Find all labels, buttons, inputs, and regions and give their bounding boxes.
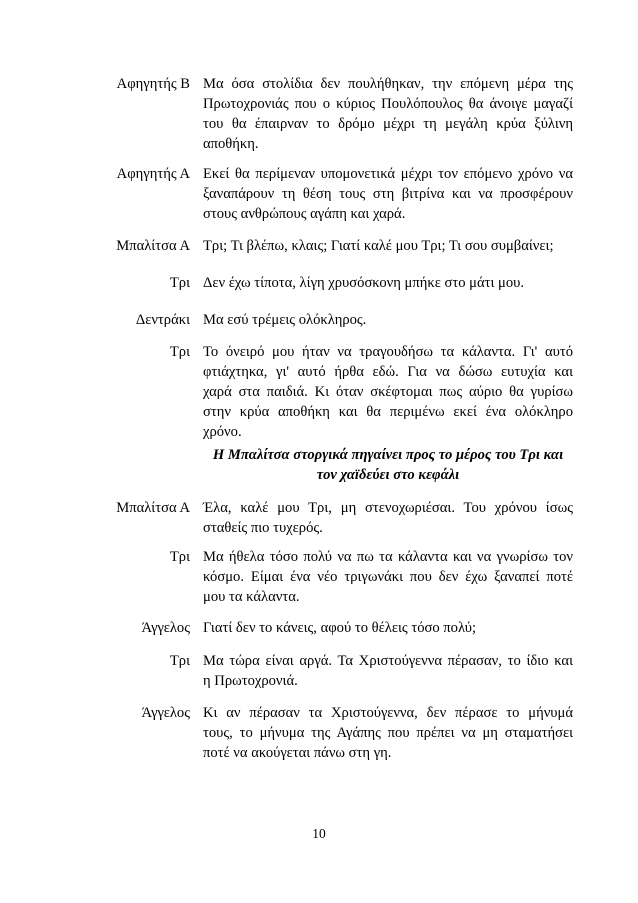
speech-text — [203, 618, 573, 638]
speaker-name: Τρι — [169, 549, 190, 565]
speech-line: Πρωτοχρονιάς που ο κύριος Πουλόπουλος θα άνοιγε μαγαζί — [203, 96, 573, 112]
speech-text — [203, 547, 573, 607]
speaker-name: Τρι — [169, 275, 190, 291]
speech-line: Μα εσύ τρέμεις ολόκληρος. — [203, 312, 367, 328]
speech-text — [203, 703, 573, 763]
speech-line: Έλα, καλέ μου Τρι, μη στενοχωριέσαι. Του χρόνου ίσως — [203, 500, 573, 516]
speaker-name: Αφηγητής Α — [116, 166, 190, 182]
speech-line: χρόνο. — [203, 424, 242, 440]
stage-direction-line: Η Μπαλίτσα στοργικά πηγαίνει προς το μέρος του Τρι και — [212, 447, 564, 463]
speech-text — [203, 651, 573, 691]
speech-line: Κι αν πέρασαν τα Χριστούγεννα, δεν πέρασε το μήνυμά — [203, 705, 573, 721]
speech-line: σταθείς πιο τυχερός. — [203, 520, 323, 536]
speech-line: Δεν έχω τίποτα, λίγη χρυσόσκονη μπήκε στο μάτι μου. — [203, 275, 525, 291]
speech-line: ποτέ να ακούγεται πάνω στη γη. — [203, 745, 392, 761]
speech-line: Εκεί θα περίμεναν υπομονετικά μέχρι τον επόμενο χρόνο να — [203, 166, 573, 182]
speech-text — [203, 74, 573, 154]
speech-line: τους, το μήνυμα της Αγάπης που πρέπει να μη σταματήσει — [203, 725, 573, 741]
speech-line: Γιατί δεν το κάνεις, αφού το θέλεις τόσο πολύ; — [203, 620, 477, 636]
speech-text — [203, 342, 573, 442]
speech-line: ξαναπάρουν τη θέση τους στη βιτρίνα και να προσφέρουν — [203, 186, 573, 202]
stage-direction-line: τον χαϊδεύει στο κεφάλι — [316, 467, 460, 483]
speaker-name: Δεντράκι — [135, 312, 190, 328]
speech-line: φτιάχτηκα, γι' αυτό ήρθα εδώ. Για να δώσω ευτυχία και — [203, 364, 573, 380]
speech-line: κόσμο. Είμαι ένα νέο τριγωνάκι που δεν έχω ξαναπεί ποτέ — [203, 569, 573, 585]
speaker-name: Τρι — [169, 653, 190, 669]
page-number: 10 — [312, 826, 326, 841]
speech-line: μου τα κάλαντα. — [203, 589, 300, 605]
speaker-name: Αφηγητής Β — [116, 76, 190, 92]
speech-line: η Πρωτοχρονιά. — [203, 673, 298, 689]
speech-text — [203, 310, 573, 330]
speech-text — [203, 164, 573, 224]
speaker-name: Τρι — [169, 344, 190, 360]
speaker-name: Μπαλίτσα Α — [116, 238, 190, 254]
speech-line: χαρά στα παιδιά. Κι όταν σκέφτομαι πως αύριο θα γυρίσω — [203, 384, 573, 400]
speaker-name: Άγγελος — [141, 620, 190, 636]
speech-line: στην κρύα αποθήκη και θα περιμένω εκεί ένα ολόκληρο — [203, 404, 573, 420]
speech-line: Μα τώρα είναι αργά. Τα Χριστούγεννα πέρασαν, το ίδιο και — [203, 653, 573, 669]
speaker-name: Μπαλίτσα Α — [116, 500, 190, 516]
speech-line: του θα έπαιρναν το δρόμο μέχρι τη μεγάλη κρύα ξύλινη — [203, 116, 573, 132]
speech-text — [203, 273, 573, 293]
speech-text — [203, 498, 573, 538]
speech-line: Τρι; Τι βλέπω, κλαις; Γιατί καλέ μου Τρι; Τι σου συμβαίνει; — [203, 238, 554, 254]
speech-text — [203, 236, 573, 256]
stage-direction — [203, 445, 573, 485]
speech-line: στους ανθρώπους αγάπη και χαρά. — [203, 206, 406, 222]
speech-line: Μα όσα στολίδια δεν πουλήθηκαν, την επόμενη μέρα της — [203, 76, 573, 92]
speaker-name: Άγγελος — [141, 705, 190, 721]
speech-line: αποθήκη. — [203, 136, 259, 152]
speech-line: Μα ήθελα τόσο πολύ να πω τα κάλαντα και να γνωρίσω τον — [203, 549, 573, 565]
speech-line: Το όνειρό μου ήταν να τραγουδήσω τα κάλαντα. Γι' αυτό — [203, 344, 573, 360]
